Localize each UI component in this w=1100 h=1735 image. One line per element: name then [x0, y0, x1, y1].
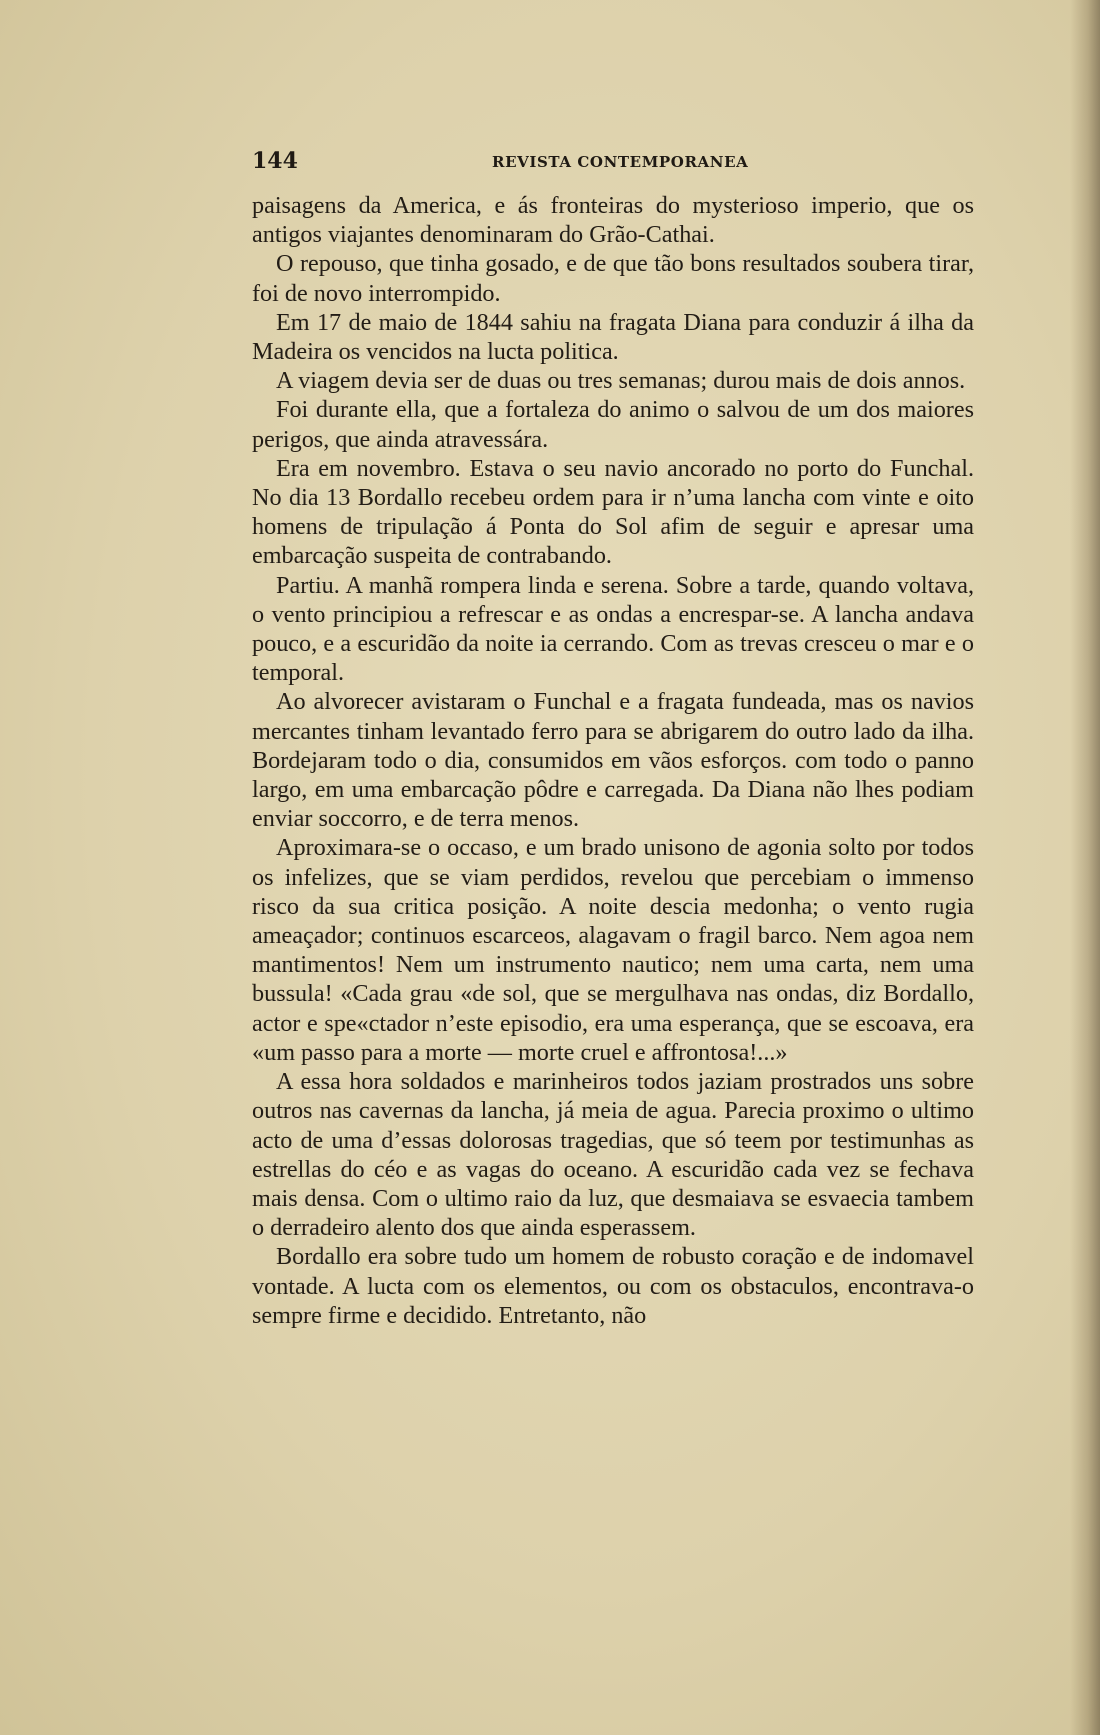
paragraph: Bordallo era sobre tudo um homem de robusto coração e de indomavel vontade. A lucta com os elementos, ou com os obstaculos, encontrava-o sempre firme e decidido. Entretanto, não — [252, 1243, 974, 1329]
paragraph: Aproximara-se o occaso, e um brado unisono de agonia solto por todos os infelizes, que se viam perdidos, revelou que percebiam o immenso risco da sua critica posição. A noite descia medonha; o vento rugia ameaçador; continuos escarceos, alagavam o fragil barco. Nem agoa nem mantimentos! Nem um instrumento nautico; nem uma carta, nem uma bussula! «Cada grau «de sol, que se mergulhava nas ondas, diz Bordallo, actor e spe«ctador n’este episodio, era uma esperança, que se escoava, era «um passo para a morte — morte cruel e affrontosa!...» — [252, 834, 974, 1066]
page-number: 144 — [252, 148, 298, 174]
paragraph: O repouso, que tinha gosado, e de que tão bons resultados soubera tirar, foi de novo interrompido. — [252, 250, 974, 307]
paragraph: Era em novembro. Estava o seu navio ancorado no porto do Funchal. No dia 13 Bordallo recebeu ordem para ir n’uma lancha com vinte e oito homens de tripulação á Ponta do Sol afim de seguir e apresar uma embarcação suspeita de contrabando. — [252, 454, 974, 570]
page-edge-shadow — [1070, 0, 1100, 1735]
paragraph: Ao alvorecer avistaram o Funchal e a fragata fundeada, mas os navios mercantes tinham levantado ferro para se abrigarem do outro lado da ilha. Bordejaram todo o dia, consumidos em vãos esforços. com todo o panno largo, em uma embarcação pôdre e carregada. Da Diana não lhes podiam enviar soccorro, e de terra menos. — [252, 688, 974, 833]
paragraph: Foi durante ella, que a fortaleza do animo o salvou de um dos maiores perigos, que ainda atravessára. — [252, 396, 974, 453]
paragraph: Partiu. A manhã rompera linda e serena. Sobre a tarde, quando voltava, o vento principiou a refrescar e as ondas a encrespar-se. A lancha andava pouco, e a escuridão da noite ia cerrando. Com as trevas cresceu o mar e o temporal. — [252, 571, 974, 687]
paragraph: A viagem devia ser de duas ou tres semanas; durou mais de dois annos. — [276, 367, 966, 395]
paragraph: paisagens da America, e ás fronteiras do mysterioso imperio, que os antigos viajantes denominaram do Grão-Cathai. — [252, 192, 974, 249]
body-text — [252, 191, 974, 1330]
paragraph: Em 17 de maio de 1844 sahiu na fragata Diana para conduzir á ilha da Madeira os vencidos na lucta politica. — [252, 308, 974, 366]
page-header — [252, 148, 972, 178]
running-title: REVISTA CONTEMPORANEA — [492, 153, 749, 171]
paragraph: A essa hora soldados e marinheiros todos jaziam prostrados uns sobre outros nas cavernas da lancha, já meia de agua. Parecia proximo o ultimo acto de uma d’essas dolorosas tragedias, que só teem por testimunhas as estrellas do céo e as vagas do oceano. A escuridão cada vez se fechava mais densa. Com o ultimo raio da luz, que desmaiava se esvaecia tambem o derradeiro alento dos que ainda esperassem. — [252, 1068, 974, 1242]
